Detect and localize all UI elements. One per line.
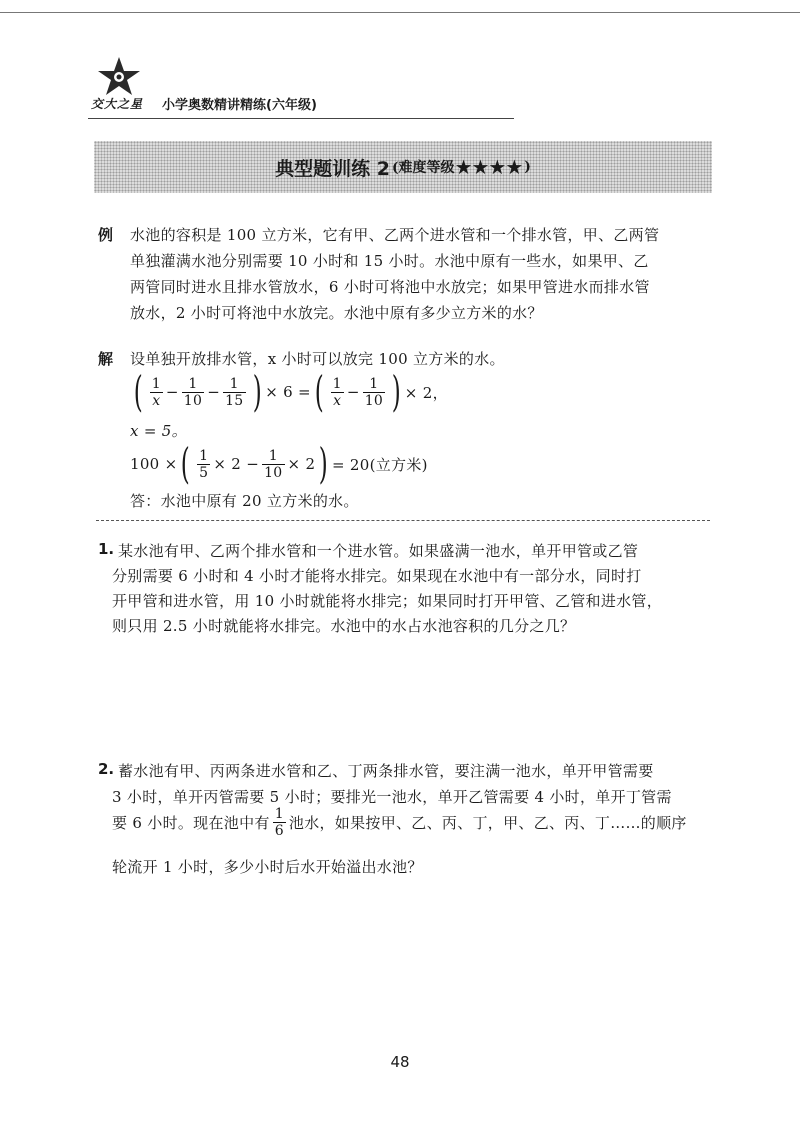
fraction: $\frac{1}{6}$ [274,806,284,839]
dashed-divider [96,520,710,521]
logo-caption: 交大之星 [91,97,144,111]
problem-line: 则只用 2.5 小时就能将水排完。水池中的水占水池容积的几分之几？ [112,617,576,635]
top-border [0,12,800,13]
example-line: 水池的容积是 100 立方米，它有甲、乙两个进水管和一个排水管，甲、乙两管 [130,226,660,244]
section-banner [94,141,712,193]
fraction: $\frac{1}{x}$ [151,375,161,409]
problem-number: 1. [98,540,115,558]
difficulty-stars: ★★★★ [454,155,523,179]
example-label: 例 [98,226,114,244]
fraction: $\frac{1}{10}$ [364,375,384,409]
difficulty-close: ) [524,159,531,175]
problem-line: 某水池有甲、乙两个排水管和一个进水管。如果盛满一池水，单开甲管或乙管 [118,542,639,560]
difficulty-label: (难度等级 [391,160,455,176]
solution-label: 解 [98,350,114,368]
fraction: $\frac{1}{x}$ [332,375,342,409]
problem-line: 蓄水池有甲、丙两条进水管和乙、丁两条排水管，要注满一池水，单开甲管需要 [118,762,654,780]
equation-1: ( $\frac{1}{x}$ − $\frac{1}{10}$ − $\frac{1}{15}$ ) × 6 = ( $\frac{1}{x}$ − $\frac{1}{10}$ ) × 2， [133,367,448,416]
fraction: $\frac{1}{5}$ [199,447,209,481]
example-line: 放水，2 小时可将池中水放完。水池中原有多少立方米的水？ [130,304,543,322]
solution-intro: 设单独开放排水管，x 小时可以放完 100 立方米的水。 [130,350,505,368]
left-bracket: ( [133,367,143,416]
section-title: 典型题训练 2 [275,157,390,180]
problem-number: 2. [98,760,115,778]
x-value: x = 5。 [130,422,187,440]
equation-2: 100 × ( $\frac{1}{5}$ × 2 − $\frac{1}{10}$ × 2 ) = 20(立方米) [130,439,428,488]
left-bracket: ( [181,439,191,488]
fraction: $\frac{1}{15}$ [225,375,244,409]
problem-line: 3 小时，单开丙管需要 5 小时；要排光一池水，单开乙管需要 4 小时，单开丁管需 [112,788,672,806]
left-bracket: ( [314,367,324,416]
header-rule [88,118,514,119]
fraction: $\frac{1}{10}$ [264,447,283,481]
example-line: 两管同时进水且排水管放水，6 小时可将池中水放完；如果甲管进水而排水管 [130,278,650,296]
star-logo-icon [96,55,142,99]
example-line: 单独灌满水池分别需要 10 小时和 15 小时。水池中原有一些水，如果甲、乙 [130,252,649,270]
fraction: $\frac{1}{10}$ [183,375,203,409]
right-bracket: ) [391,367,402,416]
problem-line: 开甲管和进水管，用 10 小时就能将水排完；如果同时打开甲管、乙管和进水管， [112,592,663,610]
problem-line: 轮流开 1 小时，多少小时后水开始溢出水池？ [112,858,423,876]
right-bracket: ) [252,367,262,416]
problem-line: 要 6 小时。现在池中有 $\frac{1}{6}$ 池水，如果按甲、乙、丙、丁，甲、乙、丙、丁……的顺序 [112,806,687,839]
solution-answer: 答：水池中原有 20 立方米的水。 [130,492,359,510]
right-bracket: ) [319,439,329,488]
book-title: 小学奥数精讲精练(六年级) [162,98,317,113]
problem-line: 分别需要 6 小时和 4 小时才能将水排完。如果现在水池中有一部分水，同时打 [112,567,642,585]
page-number: 48 [390,1053,410,1071]
